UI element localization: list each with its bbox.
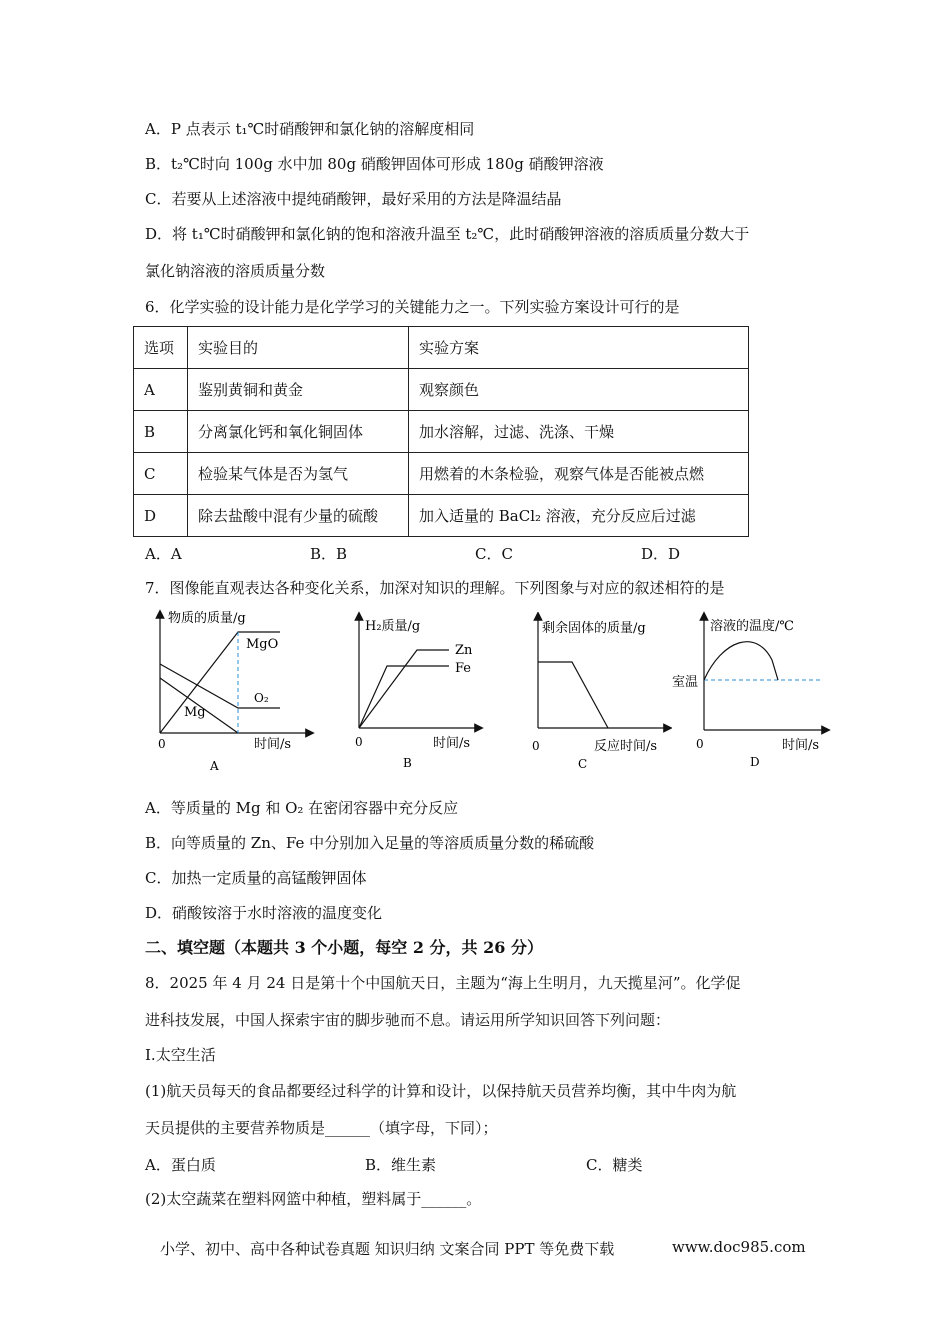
y-axis-label: 物质的质量/g — [168, 611, 246, 626]
table-cell: 除去盐酸中混有少量的硫酸 — [188, 495, 409, 537]
q8-part1-line2: 天员提供的主要营养物质是______（填字母，下同）； — [145, 1119, 498, 1137]
table-cell: C — [134, 453, 188, 495]
q8-stem-line2: 进科技发展，中国人探索宇宙的脚步驰而不息。请运用所学知识回答下列问题： — [145, 1011, 671, 1029]
q8-options — [145, 1154, 845, 1174]
q7-option-c: C．加热一定质量的高锰酸钾固体 — [145, 869, 367, 887]
table-cell: 鉴别黄铜和黄金 — [188, 369, 409, 411]
origin-label: 0 — [532, 739, 540, 753]
q7-option-d: D．硝酸铵溶于水时溶液的温度变化 — [145, 904, 383, 922]
table-cell: 分离氯化钙和氧化铜固体 — [188, 411, 409, 453]
q5-option-c: C．若要从上述溶液中提纯硝酸钾，最好采用的方法是降温结晶 — [145, 190, 562, 208]
graph-a — [150, 606, 315, 776]
origin-label: 0 — [696, 737, 704, 751]
x-axis-label: 反应时间/s — [594, 739, 658, 754]
q7-option-a: A．等质量的 Mg 和 O₂ 在密闭容器中充分反应 — [145, 799, 459, 817]
table-cell: 用燃着的木条检验，观察气体是否能被点燃 — [409, 453, 749, 495]
y-axis-label: 溶液的温度/℃ — [710, 619, 794, 634]
footer-url[interactable]: www.doc985.com — [672, 1238, 806, 1256]
table-cell: 检验某气体是否为氢气 — [188, 453, 409, 495]
footer-text: 小学、初中、高中各种试卷真题 知识归纳 文案合同 PPT 等免费下载 — [160, 1240, 615, 1258]
q8-part1-line1: (1)航天员每天的食品都要经过科学的计算和设计，以保持航天员营养均衡，其中牛肉为航 — [145, 1082, 737, 1100]
table-row — [134, 495, 749, 537]
table-row — [134, 369, 749, 411]
mg-label: Mg — [184, 705, 206, 720]
origin-label: 0 — [355, 735, 363, 749]
graph-d — [672, 610, 832, 774]
footer — [160, 1238, 806, 1259]
solid-mass-line — [538, 662, 608, 728]
zn-label: Zn — [455, 643, 473, 658]
q8-stem-line1: 8．2025 年 4 月 24 日是第十个中国航天日，主题为“海上生明月，九天揽星河”。化学促 — [145, 974, 741, 992]
q5-option-b: B．t₂℃时向 100g 水中加 80g 硝酸钾固体可形成 180g 硝酸钾溶液 — [145, 155, 604, 173]
table-cell: A — [134, 369, 188, 411]
q5-option-a: A．P 点表示 t₁℃时硝酸钾和氯化钠的溶解度相同 — [145, 120, 475, 138]
table-cell: 实验目的 — [188, 327, 409, 369]
q8-option-b: B．维生素 — [365, 1156, 437, 1174]
q8-subheading: I.太空生活 — [145, 1046, 216, 1064]
q6-option-c: C．C — [475, 545, 513, 563]
origin-label: 0 — [158, 737, 166, 751]
table-row — [134, 411, 749, 453]
experiment-table — [133, 326, 749, 537]
table-cell: D — [134, 495, 188, 537]
graph-b — [345, 610, 485, 776]
table-cell: 选项 — [134, 327, 188, 369]
graph-caption: A — [210, 759, 219, 773]
fe-line — [359, 666, 449, 728]
temperature-curve — [704, 642, 778, 680]
table-row — [134, 453, 749, 495]
q5-option-d: D．将 t₁℃时硝酸钾和氯化钠的饱和溶液升温至 t₂℃，此时硝酸钾溶液的溶质质量分数大于 — [145, 225, 750, 243]
table-cell: 观察颜色 — [409, 369, 749, 411]
q6-option-b: B．B — [310, 545, 348, 563]
table-cell: 加入适量的 BaCl₂ 溶液，充分反应后过滤 — [409, 495, 749, 537]
q7-option-b: B．向等质量的 Zn、Fe 中分别加入足量的等溶质质量分数的稀硫酸 — [145, 834, 595, 852]
q8-option-c: C．糖类 — [586, 1156, 643, 1174]
graph-caption: B — [403, 756, 412, 770]
q6-option-d: D．D — [641, 545, 681, 563]
q8-part2: (2)太空蔬菜在塑料网篮中种植，塑料属于______。 — [145, 1190, 482, 1208]
y-axis-label: H₂质量/g — [365, 619, 421, 634]
x-axis-label: 时间/s — [433, 736, 471, 751]
fe-label: Fe — [455, 661, 472, 676]
table-cell: 实验方案 — [409, 327, 749, 369]
room-temp-label: 室温 — [672, 675, 699, 690]
graph-caption: C — [578, 757, 588, 771]
q6-options — [145, 543, 845, 563]
graph-c — [522, 612, 672, 776]
section-heading: 二、填空题（本题共 3 个小题，每空 2 分，共 26 分） — [145, 938, 543, 957]
q7-stem: 7．图像能直观表达各种变化关系，加深对知识的理解。下列图象与对应的叙述相符的是 — [145, 579, 725, 597]
x-axis-label: 时间/s — [782, 738, 820, 753]
table-cell: 加水溶解，过滤、洗涤、干燥 — [409, 411, 749, 453]
graph-caption: D — [750, 755, 760, 769]
q8-option-a: A．蛋白质 — [145, 1156, 216, 1174]
y-axis-label: 剩余固体的质量/g — [542, 621, 646, 636]
zn-line — [359, 650, 449, 728]
q6-stem: 6．化学实验的设计能力是化学学习的关键能力之一。下列实验方案设计可行的是 — [145, 298, 680, 316]
mgo-label: MgO — [246, 637, 279, 652]
table-header-row — [134, 327, 749, 369]
q6-option-a: A．A — [145, 545, 182, 563]
table-cell: B — [134, 411, 188, 453]
q5-option-d-cont: 氯化钠溶液的溶质质量分数 — [145, 262, 326, 280]
x-axis-label: 时间/s — [254, 737, 292, 752]
o2-label: O₂ — [254, 691, 269, 705]
